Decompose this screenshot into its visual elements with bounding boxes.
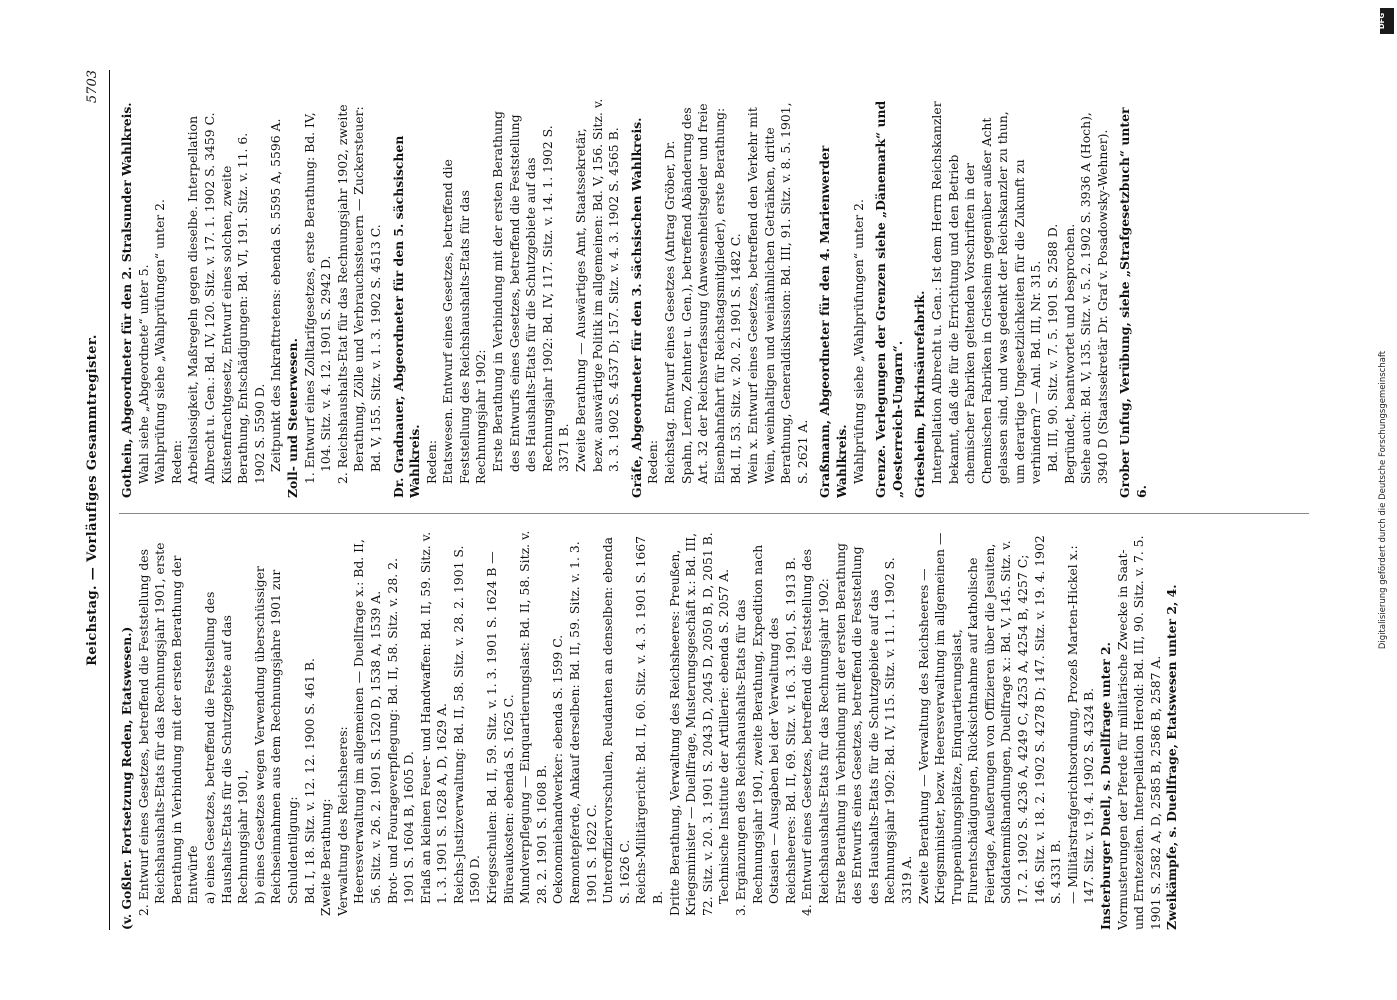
register-entry: Erlaß an kleinen Feuer- und Handwaffen: Bd. II, 59. Sitz. v. 1. 3. 1901 S. 1628 A, D, 1629 A. <box>417 531 450 904</box>
register-entry: Wein x. Entwurf eines Gesetzes, betreffend den Verkehr mit Wein, weinhaltigen und weinähnlichen Getränken, dritte Berathung, Generaldiskussion: Bd. III, 91. Sitz. v. 8. 5. 1901, S. 2621 A. <box>744 102 810 484</box>
register-entry: 4. Entwurf eines Gesetzes, betreffend die Feststellung des Reichshaushalts-Etats für das Rechnungsjahr 1902: <box>799 549 831 916</box>
register-entry: Heeresverwaltung im allgemeinen — Duellfrage x.: Bd. II, 56. Sitz. v. 26. 2. 1901 S. 1520 D, 1538 A, 1539 A. <box>351 539 383 904</box>
register-entry: Gothein, Abgeordneter für den 2. Stralsunder Wahlkreis. <box>119 102 134 498</box>
page-content <box>85 70 1325 930</box>
register-entry: Dr. Gradnauer, Abgeordneter für den 5. sächsischen Wahlkreis. <box>390 135 423 498</box>
register-entry: Reden: <box>168 439 184 484</box>
register-entry: Zweite Berathung: <box>318 798 334 916</box>
register-entry: Gräfe, Abgeordneter für den 3. sächsischen Wahlkreis. <box>628 117 644 498</box>
register-entry: Zweikämpfe, s. Duellfrage, Etatswesen unter 2, 4. <box>1164 584 1180 930</box>
register-entry: Reichs-Militärgericht: Bd. II, 60. Sitz. v. 4. 3. 1901 S. 1667 B. <box>633 535 665 904</box>
page-number: 5703 <box>85 70 100 104</box>
left-column <box>119 530 1319 930</box>
register-entry: Siehe auch: Bd. V, 135. Sitz. v. 5. 2. 1902 S. 3936 A (Hoch), 3940 D (Staatssekretär Dr. Graf v. Posadowsky-Wehner). <box>1078 112 1110 484</box>
register-entry: Arbeitslosigkeit, Maßregeln gegen dieselbe. Interpellation Albrecht u. Gen.: Bd. IV, 120. Sitz. v. 17. 1. 1902 S. 3459 C. <box>185 112 217 484</box>
register-entry: Bd. III, 90. Sitz. v. 7. 5. 1901 S. 2588 D. <box>1045 223 1061 472</box>
register-entry: Begründet, beantwortet und besprochen. <box>1061 223 1077 484</box>
column-divider <box>119 513 1309 514</box>
register-entry: Zweite Berathung — Verwaltung des Reichsheeres — Kriegsminister, bezw. Heeresverwaltung im allgemeinen — Truppenübungsplätze, Einquartierungslast, Flurentschädigungen, Rücksichtnahme auf katholische Feiertage, Aeußerungen von Offizieren über die Jesuiten, Soldatenmißhandlungen, Duellfrage x.: Bd. V, 145. Sitz. v. 17. 2. 1902 S. 4236 A, 4249 C, 4253 A, 4254 B, 4257 C; 146. Sitz. v. 18. 2. 1902 S. 4278 D; 147. Sitz. v. 19. 4. 1902 S. 4331 B. <box>915 532 1064 904</box>
header-title: Reichstag. — Vorläufiges Gesammtregister. <box>85 334 100 666</box>
register-entry: Verwaltung des Reichsheeres: <box>334 726 350 916</box>
register-entry: Zweite Berathung — Auswärtiges Amt, Staatssekretär, bezw. auswärtige Politik im allgemeinen: Bd. V, 156. Sitz. v. 3. 3. 1902 S. 4537 D; 157. Sitz. v. 4. 3. 1902 S. 4565 B. <box>573 98 622 472</box>
register-entry: 2. Reichshaushalts-Etat für das Rechnungsjahr 1902, zweite Berathung, Zölle und Verbrauchssteuern — Zuckersteuer: Bd. V, 155. Sitz. v. 1. 3. 1902 S. 4513 C. <box>334 104 383 484</box>
register-entry: Graßmann, Abgeordneter für den 4. Marienwerder Wahlkreis. <box>817 145 849 498</box>
register-entry: Dritte Berathung, Verwaltung des Reichsheeres: Preußen, Kriegsminister — Duellfrage, Musterungsgeschäft x.: Bd. III, 72. Sitz. v. 20. 3. 1901 S. 2043 D, 2045 D, 2050 B, D, 2051 B. <box>666 532 715 916</box>
register-entry: Reden: <box>645 439 661 484</box>
register-entry: Interpellation Albrecht u. Gen.: Ist dem Herrn Reichskanzler bekannt, daß die für die Errichtung und den Betrieb chemischer Fabriken geltenden Vorschriften in der Chemischen Fabriken in Griesheim gegenüber außer Acht gelassen sind, und was gedenkt der Reichskanzler zu thun, um derartige Ungesetzlichkeiten für die Zukunft zu verhindern? — Anl. Bd. III, Nr. 315. <box>928 101 1044 484</box>
register-entry: Etatswesen. Entwurf eines Gesetzes, betreffend die Feststellung des Reichshaushalts-Etats für das Rechnungsjahr 1902: <box>440 159 489 484</box>
right-column <box>119 98 1319 498</box>
register-entry: Zeitpunkt des Inkrafttretens: ebenda S. 5595 A, 5596 A. <box>268 118 284 472</box>
register-entry: Insterburger Duell, s. Duellfrage unter 2. <box>1098 642 1114 930</box>
register-entry: Zoll- und Steuerwesen. <box>284 338 300 498</box>
register-entry: Wahlprüfung siehe „Wahlprüfungen“ unter 2. <box>152 199 168 484</box>
register-entry: — Militärstrafgerichtsordnung, Prozeß Marten-Hickel x.: 147. Sitz. v. 19. 4. 1902 S. 4324 B. <box>1064 545 1097 904</box>
register-entry: Wahlprüfung siehe „Wahlprüfungen“ unter 2. <box>850 199 866 484</box>
register-entry: Erste Berathung in Verbindung mit der ersten Berathung des Entwurfs eines Gesetzes, betreffend die Feststellung des Haushalts-Etats für die Schutzgebiete auf das Rechnungsjahr 1902: Bd. IV, 117. Sitz. v. 14. 1. 1902 S. 3371 B. <box>490 111 572 472</box>
funding-note-text: Digitalisierung gefördert durch die Deutsche Forschungsgemeinschaft <box>1378 350 1388 650</box>
register-entry: Technische Institute der Artillerie: ebenda S. 2057 A. <box>716 568 732 904</box>
register-entry: 1. Entwurf eines Zolltarifgesetzes, erste Berathung: Bd. IV, 104. Sitz. v. 4. 12. 1901 S. 2942 D. <box>301 112 334 484</box>
register-entry: Remontepferde, Ankauf derselben: Bd. II, 59. Sitz. v. 1. 3. 1901 S. 1622 C. <box>567 541 599 904</box>
register-entry: 3. Ergänzungen des Reichshaushalts-Etats für das Rechnungsjahr 1901, zweite Berathung, Expedition nach Ostasien — Ausgaben bei der Verwaltung des Reichsheeres: Bd. II, 69. Sitz. v. 16. 3. 1901, S. 1913 B. <box>732 544 798 916</box>
page-header <box>85 70 110 930</box>
register-entry: a) eines Gesetzes, betreffend die Feststellung des Haushalts-Etats für die Schutzgebiete auf das Rechnungsjahr 1901, <box>201 591 251 904</box>
dfg-logo: DFG <box>1380 8 1394 34</box>
register-entry: Erste Berathung in Verbindung mit der ersten Berathung des Entwurfs eines Gesetzes, betreffend die Feststellung des Haushalts-Etats für die Schutzgebiete auf das Rechnungsjahr 1902: Bd. IV, 115. Sitz. v. 11. 1. 1902 S. 3319 A. <box>832 543 914 904</box>
register-entry: Mundverpflegung — Einquartierungslast: Bd. II, 58. Sitz. v. 28. 2. 1901 S. 1608 B. <box>517 530 549 904</box>
register-entry: Bd. I, 18. Sitz. v. 12. 12. 1900 S. 461 B. <box>301 658 317 904</box>
register-entry: Kriegsschulen: Bd. II, 59. Sitz. v. 1. 3. 1901 S. 1624 B — Büreaukosten: ebenda S. 1625 C. <box>484 551 516 904</box>
register-entry: b) eines Gesetzes wegen Verwendung überschüssiger Reichseinnahmen aus dem Rechnungsjahre 1901 zur Schuldentilgung: <box>251 566 300 904</box>
register-entry: Küstenfrachtgesetz, Entwurf eines solchen, zweite Berathung, Entschädigungen: Bd. VI, 191. Sitz. v. 11. 6. 1902 S. 5590 D. <box>218 132 267 484</box>
register-entry: 2. Entwurf eines Gesetzes, betreffend die Feststellung des Reichshaushalts-Etats für das Rechnungsjahr 1901, erste Berathung in Verbindung mit der ersten Berathung der Entwürfe <box>135 542 201 916</box>
register-entry: Reden: <box>423 439 439 484</box>
register-entry: (v. Goßler. Fortsetzung Reden, Etatswesen.) <box>119 626 134 930</box>
register-entry: Brot- und Fourageverpflegung: Bd. II, 58. Sitz. v. 28. 2. 1901 S. 1604 B, 1605 D. <box>384 557 417 904</box>
register-entry: Vormusterungen der Pferde für militärische Zwecke in Saat- und Erntezeiten. Interpellation Herold: Bd. III, 90. Sitz. v. 7. 5. 1901 S. 2582 A, D, 2585 B, 2586 B, 2587 A. <box>1114 535 1163 930</box>
register-entry: Oekonomiehandwerker: ebenda S. 1599 C. <box>550 634 566 904</box>
register-entry: Reichs-Justizverwaltung: Bd. II, 58. Sitz. v. 28. 2. 1901 S. 1590 D. <box>450 545 483 904</box>
funding-note <box>1378 40 1392 960</box>
register-entry: Griesheim, Pikrinsäurefabrik. <box>912 290 928 498</box>
register-entry: Grober Unfug, Verübung, siehe „Strafgesetzbuch“ unter 6. <box>1117 107 1150 498</box>
register-entry: Wahl siehe „Abgeordnete“ unter 5. <box>135 264 151 484</box>
register-entry: Unteroffiziervorschulen, Reudanten an denselben: ebenda S. 1626 C. <box>600 536 632 904</box>
register-entry: Reichstag. Entwurf eines Gesetzes (Antrag Gröber, Dr. Spahn, Lerno, Zehnter u. Gen.), betreffend Abänderung des Art. 32 der Reichsverfassung (Anwesenheitsgelder und freie Eisenbahnfahrt für Reichstagsmitglieder), erste Berathung: Bd. II, 53. Sitz. v. 20. 2. 1901 S. 1482 C. <box>662 103 744 484</box>
register-entry: Grenze. Verlegungen der Grenzen siehe „Dänemark“ und „Oesterreich-Ungarn“. <box>873 100 905 498</box>
